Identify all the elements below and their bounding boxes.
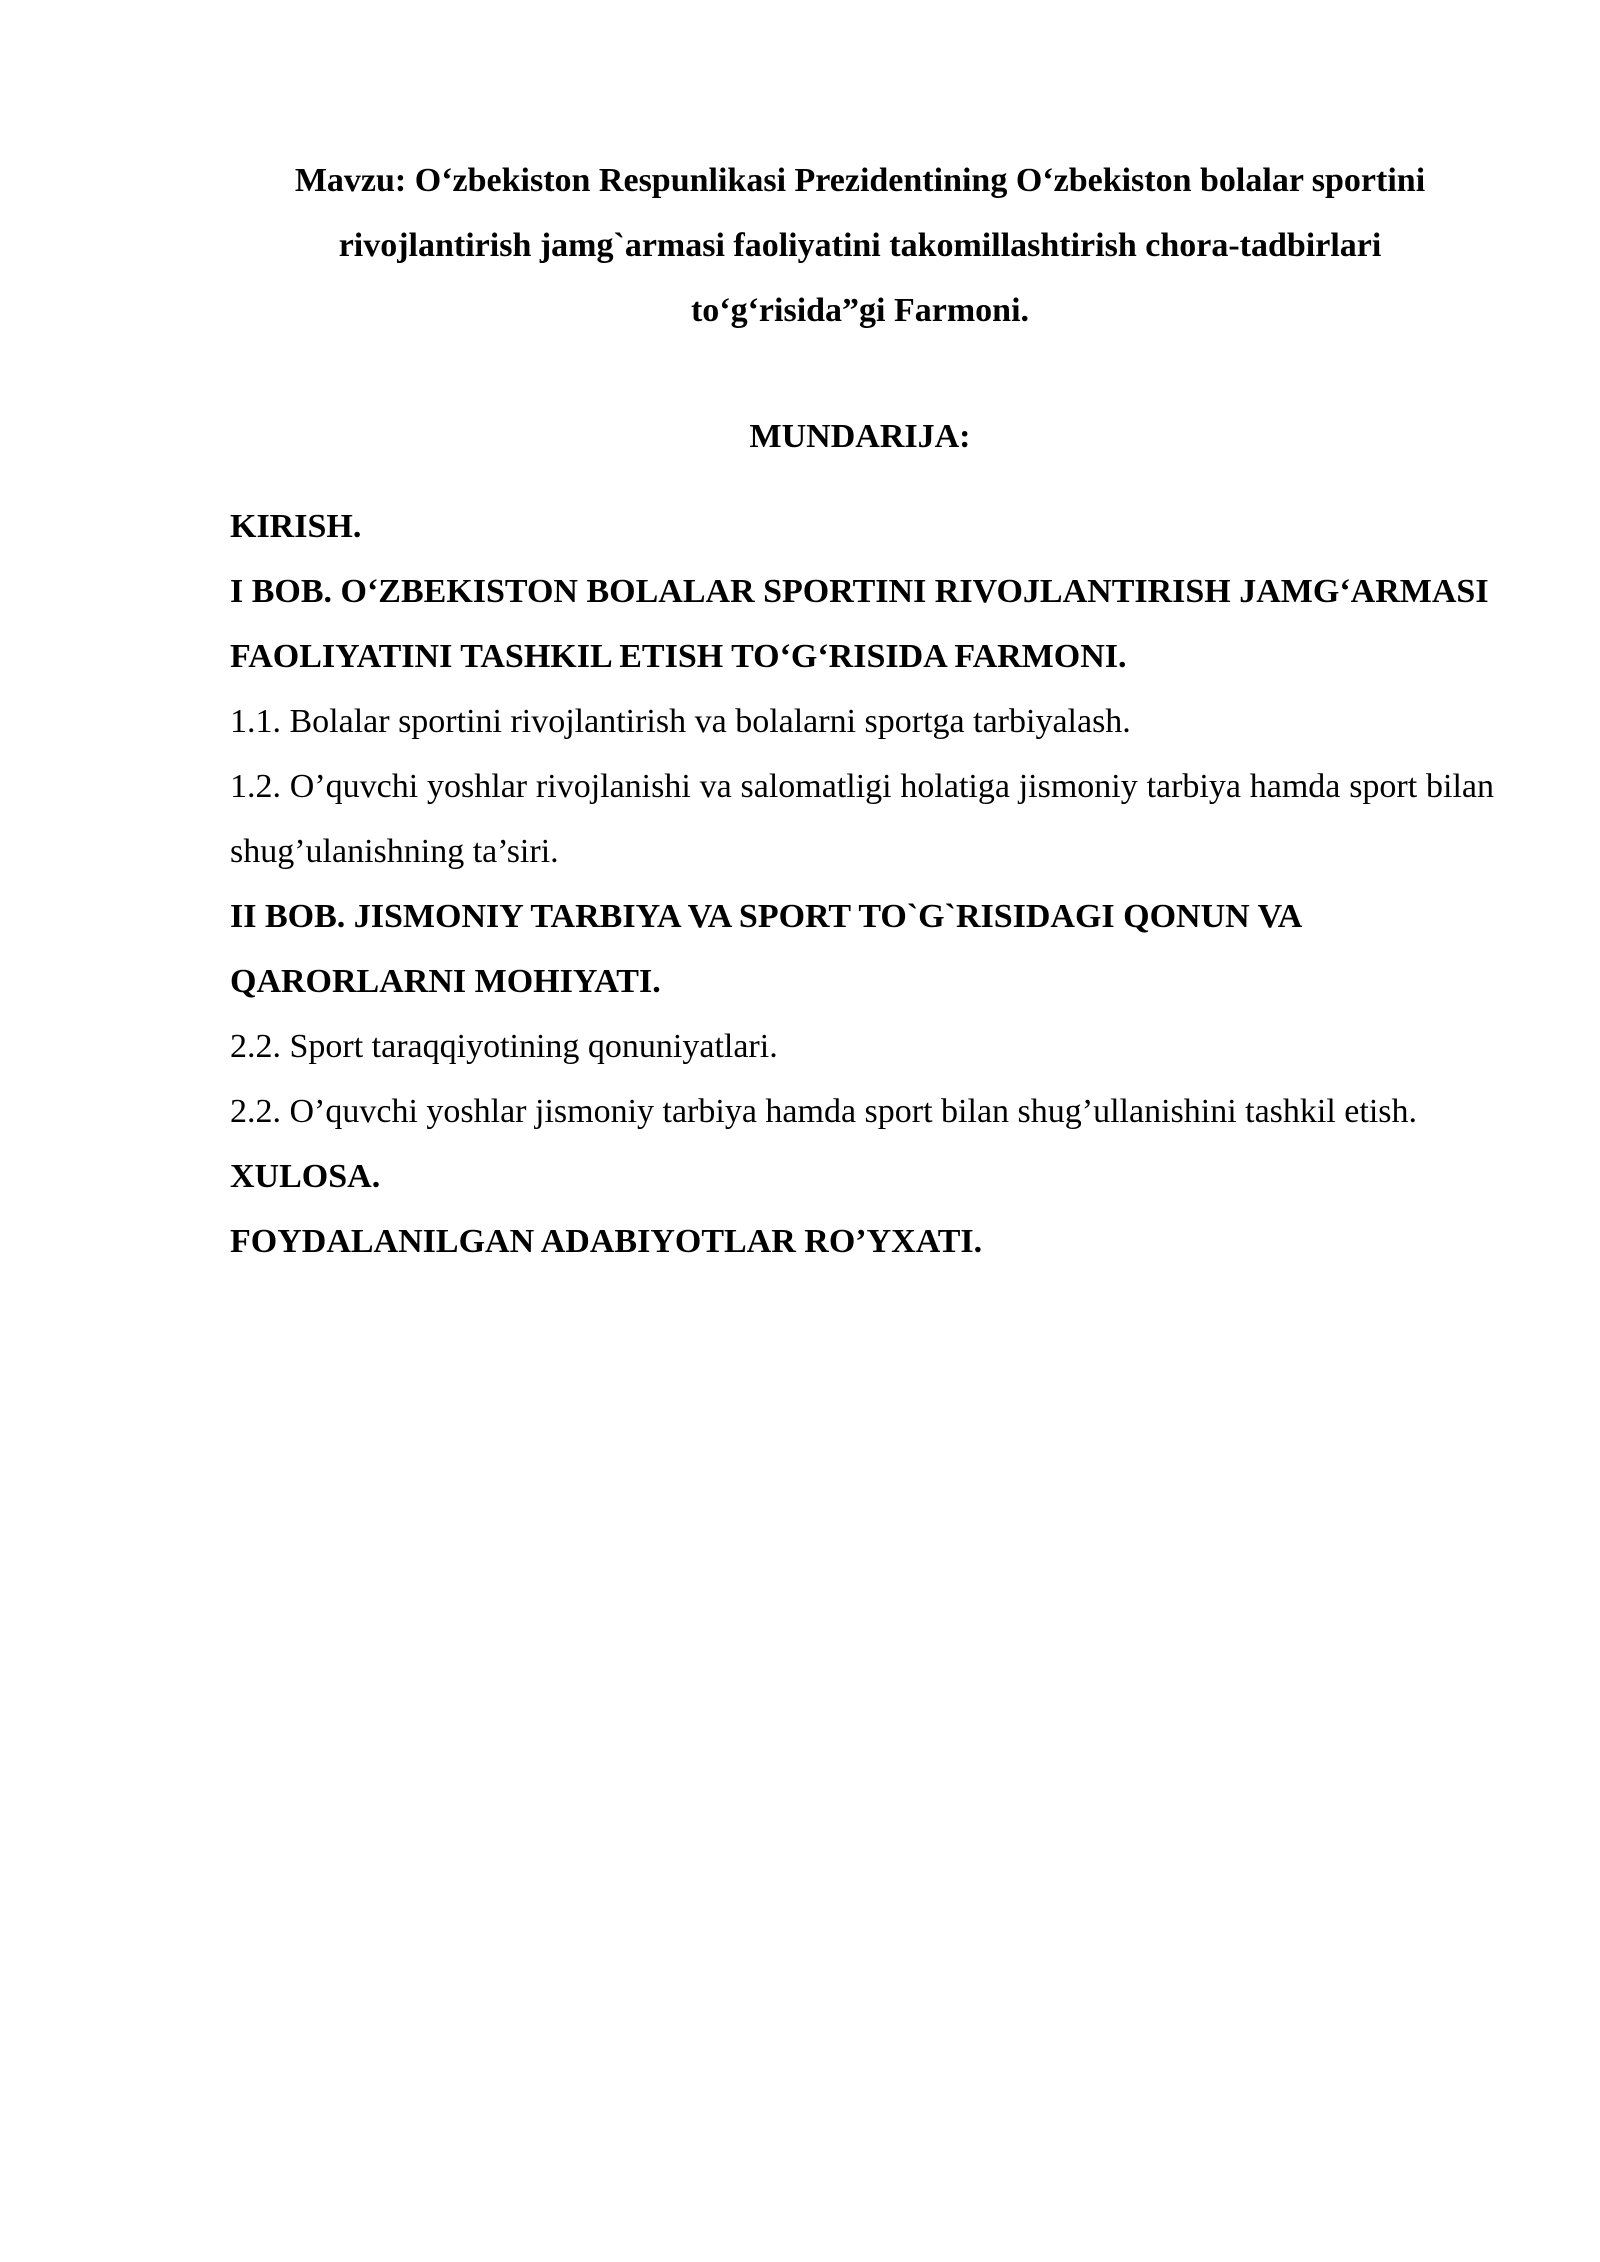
toc-item-section-2-1: 2.2. Sport taraqqiyotining qonuniyatlari. xyxy=(230,1028,778,1065)
toc-item-references: FOYDALANILGAN ADABIYOTLAR RO’YXATI. xyxy=(230,1223,983,1260)
document-topic: Mavzu: O‘zbekiston Respunlikasi Prezidentining O‘zbekiston bolalar sportini rivojlantirish jamg`armasi faoliyatini takomillashtirish chora-tadbirlari to‘g‘risida”gi Farmoni. xyxy=(294,162,1426,329)
table-of-contents xyxy=(230,494,1494,1274)
toc-item-section-1-1: 1.1. Bolalar sportini rivojlantirish va bolalarni sportga tarbiyalash. xyxy=(230,703,1131,740)
toc-item-chapter-2: II BOB. JISMONIY TARBIYA VA SPORT TO`G`RISIDAGI QONUN VA QARORLARNI MOHIYATI. xyxy=(230,898,1301,1000)
toc-item-section-1-2: 1.2. O’quvchi yoshlar rivojlanishi va salomatligi holatiga jismoniy tarbiya hamda sport bilan shug’ulanishning ta’siri. xyxy=(230,768,1494,870)
toc-title: MUNDARIJA: xyxy=(749,418,971,455)
toc-item-section-2-2: 2.2. O’quvchi yoshlar jismoniy tarbiya hamda sport bilan shug’ullanishini tashkil etish. xyxy=(230,1093,1418,1130)
toc-item-chapter-1: I BOB. O‘ZBEKISTON BOLALAR SPORTINI RIVOJLANTIRISH JAMG‘ARMASI FAOLIYATINI TASHKIL ETISH TO‘G‘RISIDA FARMONI. xyxy=(230,573,1489,675)
toc-item-conclusion: XULOSA. xyxy=(230,1158,381,1195)
toc-item-introduction: KIRISH. xyxy=(230,508,362,545)
